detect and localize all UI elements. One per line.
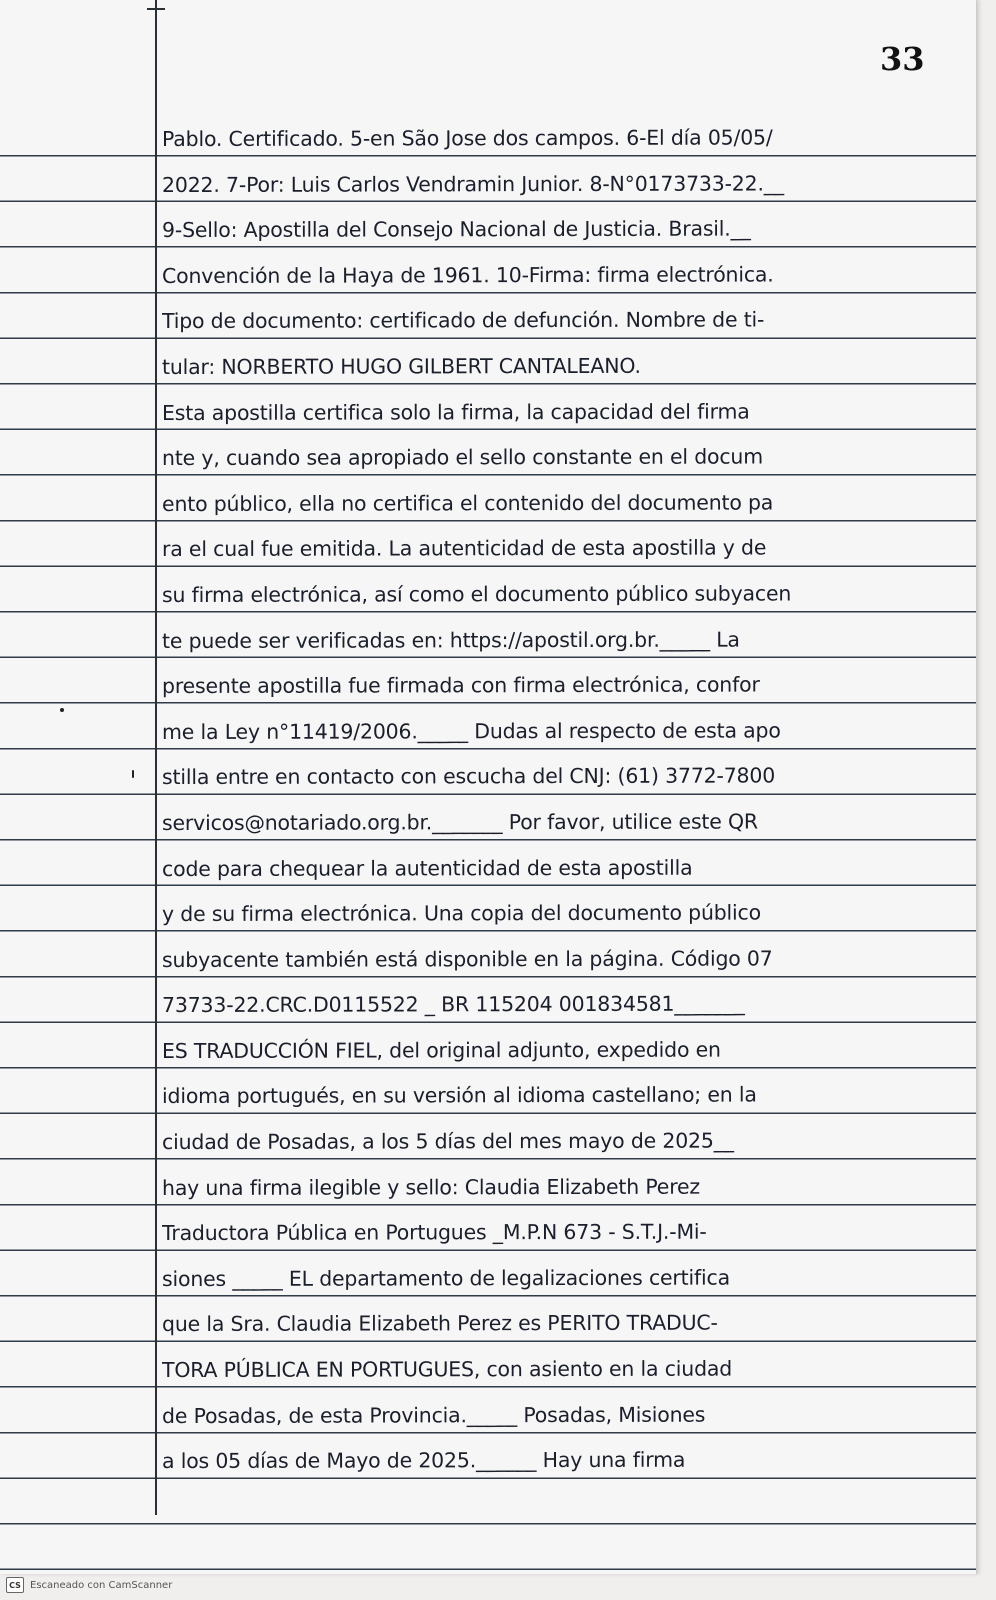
text-line: stilla entre en contacto con escucha del CNJ: (61) 3772-7800 xyxy=(161,763,776,790)
text-line: y de su firma electrónica. Una copia del documento público xyxy=(161,900,761,927)
text-line: code para chequear la autenticidad de esta apostilla xyxy=(161,855,693,881)
text-line: 9-Sello: Apostilla del Consejo Nacional de Justicia. Brasil.__ xyxy=(161,216,751,243)
text-line: idioma portugués, en su versión al idioma castellano; en la xyxy=(161,1082,757,1109)
text-line: su firma electrónica, así como el documento público subyacen xyxy=(161,581,792,607)
page-header-area xyxy=(0,0,976,120)
text-line: ES TRADUCCIÓN FIEL, del original adjunto, expedido en xyxy=(161,1037,721,1063)
text-line: Traductora Pública en Portugues _M.P.N 673 - S.T.J.-Mi- xyxy=(161,1219,707,1246)
text-line: Convención de la Haya de 1961. 10-Firma: firma electrónica. xyxy=(161,262,774,288)
text-line: subyacente también está disponible en la página. Código 07 xyxy=(161,946,773,972)
text-line: servicos@notariado.org.br._______ Por favor, utilice este QR xyxy=(161,809,758,835)
text-line: ciudad de Posadas, a los 5 días del mes mayo de 2025__ xyxy=(161,1128,734,1155)
text-line: Esta apostilla certifica solo la firma, la capacidad del firma xyxy=(161,399,750,425)
text-line: de Posadas, de esta Provincia._____ Posadas, Misiones xyxy=(161,1402,706,1428)
text-line: 2022. 7-Por: Luis Carlos Vendramin Junior. 8-N°0173733-22.__ xyxy=(161,171,784,197)
scanner-label: Escaneado con CamScanner xyxy=(30,1579,173,1591)
text-line: ento público, ella no certifica el contenido del documento pa xyxy=(161,490,774,516)
text-line: Tipo de documento: certificado de defunción. Nombre de ti- xyxy=(161,307,765,334)
text-line: TORA PÚBLICA EN PORTUGUES, con asiento en la ciudad xyxy=(161,1356,733,1383)
text-line: tular: NORBERTO HUGO GILBERT CANTALEANO. xyxy=(161,353,641,380)
text-line: a los 05 días de Mayo de 2025.______ Hay una firma xyxy=(161,1447,686,1474)
camscanner-logo-icon: CS xyxy=(6,1577,24,1593)
text-line: Pablo. Certificado. 5-en São Jose dos campos. 6-El día 05/05/ xyxy=(161,125,773,152)
text-line: 73733-22.CRC.D0115522 _ BR 115204 001834581_______ xyxy=(161,991,745,1018)
text-line: te puede ser verificadas en: https://apostil.org.br._____ La xyxy=(161,627,740,653)
margin-line xyxy=(155,0,157,1515)
handwritten-text xyxy=(162,112,970,1480)
page-number: 33 xyxy=(880,40,925,78)
margin-tick xyxy=(147,8,165,10)
text-line: ra el cual fue emitida. La autenticidad de esta apostilla y de xyxy=(161,535,767,562)
text-line: que la Sra. Claudia Elizabeth Perez es PERITO TRADUC- xyxy=(161,1311,718,1337)
ink-dot xyxy=(60,708,64,712)
text-line: nte y, cuando sea apropiado el sello constante en el docum xyxy=(161,444,764,471)
scanner-watermark xyxy=(6,1577,172,1593)
text-line: hay una firma ilegible y sello: Claudia Elizabeth Perez xyxy=(161,1174,700,1200)
ink-dot xyxy=(132,770,134,778)
text-line: siones _____ EL departamento de legalizaciones certifica xyxy=(161,1265,730,1291)
text-line: me la Ley n°11419/2006._____ Dudas al respecto de esta apo xyxy=(161,718,781,744)
text-line: presente apostilla fue firmada con firma electrónica, confor xyxy=(161,672,760,699)
